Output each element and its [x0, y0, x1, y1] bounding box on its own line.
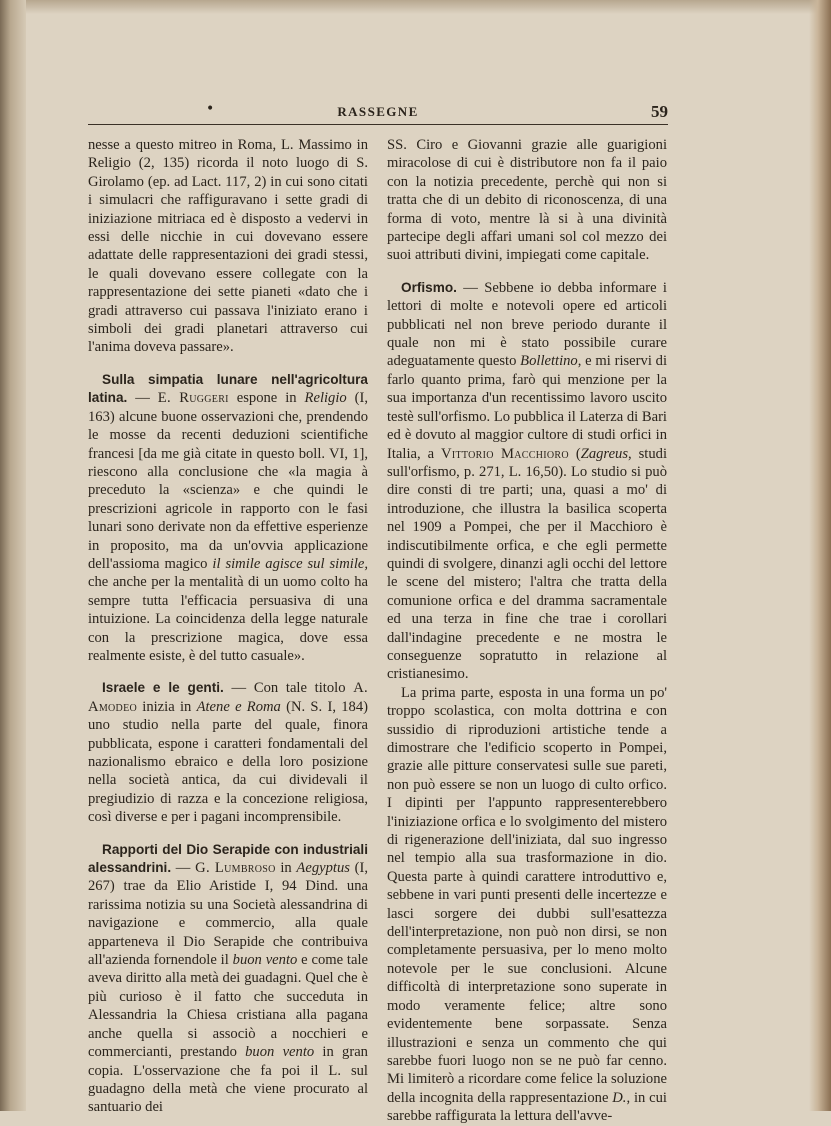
right-column — [387, 136, 667, 1126]
paragraph-ciro-giovanni: SS. Ciro e Giovanni grazie alle guarigioni miracolose di cui è distributore non fa il paio con la notizia precedente, perchè qui non si tratta che di un debito di riconoscenza, di una forma di voto, mentre là si à una divinità partecipe degli affari umani sol col mezzo dei suoi attributi divini, impiegati come capitale. — [387, 137, 667, 264]
page-edge-left — [0, 0, 26, 1111]
page-header — [88, 100, 668, 126]
header-dot: • — [206, 101, 215, 117]
journal-title: Atene e Roma — [196, 698, 281, 715]
book-title: Zagreus — [580, 445, 629, 462]
journal-title: Aegyptus — [296, 860, 350, 877]
section-heading: Rapporti del Dio Serapide con industriali alessandrini. — [88, 841, 368, 876]
page-number: 59 — [651, 102, 668, 121]
section-simpatia-lunare: Sulla simpatia lunare nell'agricoltura latina. — E. Ruggeri espone in Religio (I, 163) alcune buone osservazioni che, prendendo le mosse da recenti deduzioni scientifiche francesi [da me già citate in questo boll. VI, 1], riescono alla conclusione che «la magia à preceduto la «scienza» e che quindi le prescrizioni agricole in rapporto con le fasi lunari sono derivate non da effettive esperienze in proposito, ma da un'ovvia applicazione dell'assioma magico il simile agisce sul simile, che anche per la mentalità di un uomo colto ha sempre tutta l'efficacia persuasiva di una intuizione. La coincidenza della legge naturale con la prescrizione magica, dove essa realmente esiste, è del tutto casuale». — [88, 371, 369, 664]
paragraph-prima-parte: La prima parte, esposta in una forma un po' troppo scolastica, con molta dottrina e con sussidio di riproduzioni artistiche tende a dimostrare che l'edificio scoperto in Pompei, grazie alle pitture conservatesi sulle sue pareti, non può essere se non un luogo di culto orfico. I dipinti per l'appunto rappresenterebbero l'iniziazione orfica e lo svolgimento del mistero di rigenerazione dell'iniziata, dal suo ingresso nel tempio alla sua trasformazione in dio. Questa parte à quindi carattere introduttivo e, sebbene in vari punti presenti delle incertezze e lasci sorgere dei dubbi sull'esattezza dell'interpretazione, non può non dirsi, se non completamente persuasiva, per lo meno molto notevole per le sue conclusioni. Alcune difficoltà di interpretazione sono superate in modo veramente felice; altre sono evidentemente bene sorpassate. Senza illustrazioni e senza un commento che qui sarebbe fuori luogo non se ne può far cenno. Mi limiterò a ricordare come felice la soluzione della incognita della rappresentazione D., in cui sarebbe raffigurata la lettura dell'avve- — [387, 684, 667, 1125]
page-edge-top — [0, 0, 831, 14]
author-name: A. Amodeo — [88, 680, 369, 715]
author-name: Vittorio Macchioro — [441, 445, 569, 462]
section-heading: Israele e le genti. — [102, 680, 224, 696]
section-israele: Israele e le genti. — Con tale titolo A. Amodeo inizia in Atene e Roma (N. S. I, 184) uno studio nella parte del quale, finora pubblicata, espone i caratteri fondamentali del nazionalismo ebraico e della loro posizione nella società antica, da cui dividevali il pregiudizio di razza e la concezione religiosa, così diverse e per i pagani incomprensibile. — [88, 680, 369, 826]
left-column — [88, 136, 368, 1117]
author-name: E. Ruggeri — [157, 390, 229, 407]
header-rule — [88, 124, 668, 125]
paragraph-mitreo: nesse a questo mitreo in Roma, L. Massimo in Religio (2, 135) ricorda il noto luogo di S. Girolamo (ep. ad Lact. 117, 2) in cui sono citati i simulacri che raffiguravano i sette gradi di iniziazione mitriaca ed è disposto a vedervi in essi delle nicchie in cui dovevano essere adattate delle rappresentazioni dei gradi stessi, le quali dovevano essere collegate con la rappresentazione dei sette pianeti «dato che i gradi attraverso cui passava l'iniziato erano i simboli dei gradi planetari attraverso cui l'anima doveva passare». — [88, 137, 368, 356]
section-orfismo: Orfismo. — Sebbene io debba informare i lettori di molte e notevoli opere ed articoli pubblicati nel non breve periodo durante il quale non mi è stato possibile curare adeguatamente questo Bollettino, e mi riservi di farlo quanto prima, farò qui menzione per la sua importanza d'un recentissimo lavoro uscito testè sull'orfismo. Lo pubblica il Laterza di Bari ed è dovuto al maggior cultore di studi orfici in Italia, a Vittorio Macchioro (Zagreus, studi sull'orfismo, p. 271, L. 16,50). Lo studio si può dire consti di tre parti; una, quasi a mo' di introduzione, che illustra la basilica scoperta nel 1909 a Pompei, che per il Macchioro è indiscutibilmente orfica, e che egli permette quindi di svolgere, dinanzi agli occhi del lettore le scene del mistero; l'altra che tratta della comunione orfica e del dramma sacramentale ed una terza in fine che trae i corollari dall'indagine precedente e ne mostra le conseguenze sopratutto in relazione al cristianesimo. — [387, 279, 668, 683]
running-head: RASSEGNE — [337, 104, 419, 119]
page-edge-right — [809, 0, 831, 1111]
journal-title: Religio — [304, 390, 347, 407]
section-heading: Orfismo. — [401, 279, 457, 295]
section-serapide: Rapporti del Dio Serapide con industriali alessandrini. — G. Lumbroso in Aegyptus (I, 267) trae da Elio Aristide I, 94 Dind. una rarissima notizia su una Società alessandrina di navigazione e commercio, alla quale apparteneva il Dio Serapide che contribuiva all'azienda fornendole il buon vento e come tale aveva diritto alla metà dei guadagni. Quel che è più curioso è il fatto che succeduta in Alessandria la Chiesa cristiana alla pagana anche quella si associò a nocchieri e commercianti, prestando buon vento in gran copia. L'osservazione che fa poi il L. sul guadagno della metà che viene procurato al santuario dei — [88, 841, 368, 1116]
author-name: G. Lumbroso — [195, 860, 276, 877]
section-heading: Sulla simpatia lunare nell'agricoltura latina. — [88, 371, 368, 406]
